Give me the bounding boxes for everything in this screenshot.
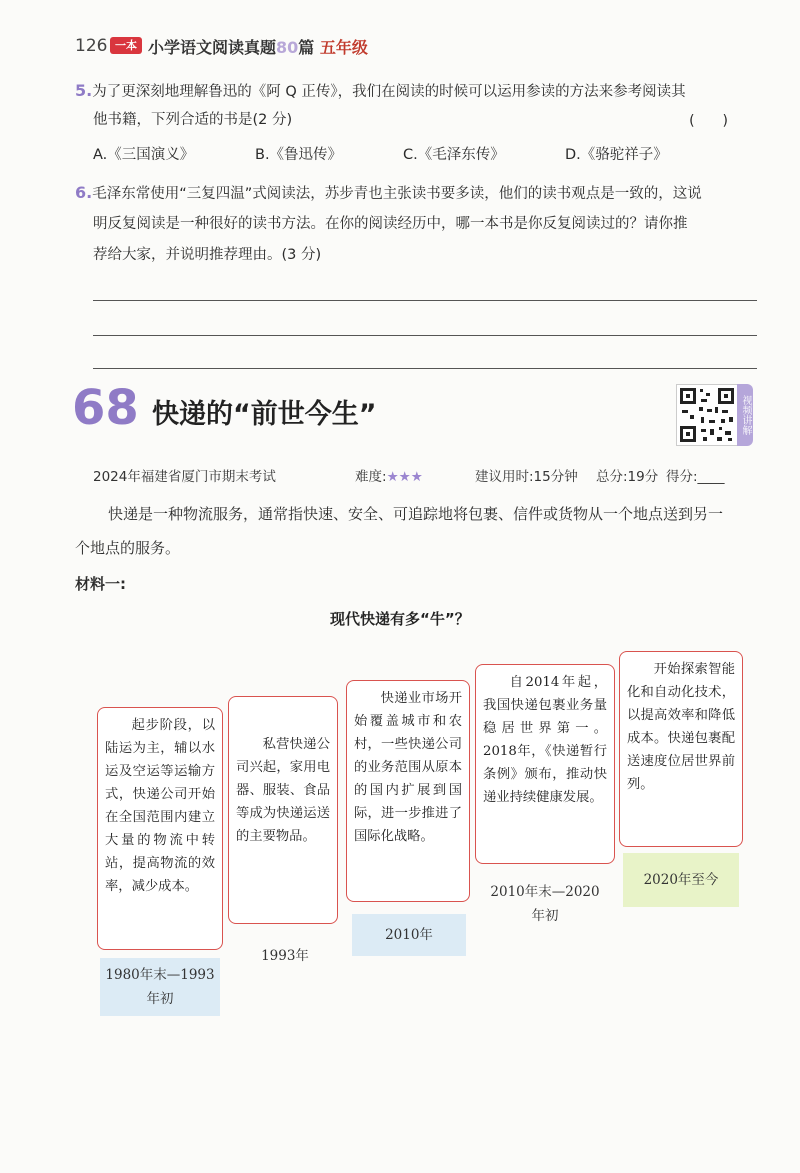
article-title: 快递的“前世今生” <box>152 399 377 430</box>
stage-year-4: 2010年末—2020年初 <box>490 884 600 924</box>
question-number: 5. <box>75 81 93 100</box>
stage-card-5: 开始探索智能化和自动化技术，以提高效率和降低成本。快递包裹配送速度位居世界前列。 <box>619 651 743 847</box>
answer-line[interactable] <box>93 368 757 369</box>
difficulty <box>355 465 423 485</box>
suggested-time: 建议用时:15分钟 <box>475 469 578 485</box>
score-field[interactable]: 得分:____ <box>666 469 725 485</box>
stage-year-2: 1993年 <box>261 948 309 964</box>
book-title <box>148 35 368 58</box>
total-score: 总分:19分 <box>596 469 659 485</box>
stage-card-3: 快递业市场开始覆盖城市和农村，一些快递公司的业务范围从原本的国内扩展到国际，进一步推进了国际化战略。 <box>346 680 470 902</box>
page-number: 126 <box>75 36 108 56</box>
book-title-pre: 小学语文阅读真题 <box>148 38 277 57</box>
difficulty-stars-icon: ★★★ <box>386 469 423 485</box>
stage-year-1: 1980年末—1993年初 <box>100 958 220 1016</box>
answer-line[interactable] <box>93 300 757 301</box>
stage-card-2: 私营快递公司兴起，家用电器、服装、食品等成为快递运送的主要物品。 <box>228 696 338 924</box>
question-text: 为了更深刻地理解鲁迅的《阿 Q 正传》，我们在阅读的时候可以运用参读的方法来参考阅读其 <box>92 84 686 100</box>
question-5-line2: 他书籍，下列合适的书是(2 分) <box>93 112 293 128</box>
material-label: 材料一: <box>75 575 126 593</box>
question-5-line1 <box>75 76 686 107</box>
book-title-80: 80 <box>276 38 299 57</box>
option-c[interactable]: C.《毛泽东传》 <box>403 147 505 163</box>
stage-year-3: 2010年 <box>352 914 466 956</box>
difficulty-label: 难度: <box>355 469 387 485</box>
answer-parentheses[interactable]: ( ) <box>689 113 728 129</box>
book-title-post: 篇 <box>298 38 315 57</box>
intro-line2: 个地点的服务。 <box>75 539 181 557</box>
question-6-line2: 明反复阅读是一种很好的读书方法。在你的阅读经历中，哪一本书是你反复阅读过的？请你推 <box>93 216 688 232</box>
question-6-line3: 荐给大家，并说明推荐理由。(3 分) <box>93 247 322 263</box>
question-6-line1 <box>75 178 702 209</box>
stage-year-5: 2020年至今 <box>623 853 739 907</box>
stage-card-1: 起步阶段，以陆运为主，辅以水运及空运等运输方式，快递公司开始在全国范围内建立大量的物流中转站，提高物流的效率，减少成本。 <box>97 707 223 950</box>
option-b[interactable]: B.《鲁迅传》 <box>255 147 343 163</box>
option-d[interactable]: D.《骆驼祥子》 <box>565 147 668 163</box>
exam-source: 2024年福建省厦门市期末考试 <box>93 469 276 485</box>
qr-code-icon[interactable] <box>676 384 738 446</box>
question-number: 6. <box>75 183 93 202</box>
video-lecture-tab[interactable]: 视频讲解 <box>737 384 753 446</box>
stage-card-4: 自2014年起，我国快递包裹业务量稳居世界第一。2018年，《快递暂行条例》颁布，推动快递业持续健康发展。 <box>475 664 615 864</box>
intro-line1: 快递是一种物流服务，通常指快速、安全、可追踪地将包裹、信件或货物从一个地点送到另一 <box>108 505 724 523</box>
timeline-title: 现代快递有多“牛”？ <box>330 610 470 628</box>
option-a[interactable]: A.《三国演义》 <box>93 147 195 163</box>
article-number: 68 <box>72 380 139 436</box>
publisher-logo: 一本 <box>110 37 142 54</box>
grade-label: 五年级 <box>319 38 368 57</box>
answer-line[interactable] <box>93 335 757 336</box>
question-text: 毛泽东常使用“三复四温”式阅读法，苏步青也主张读书要多读，他们的读书观点是一致的，这说 <box>92 186 702 202</box>
